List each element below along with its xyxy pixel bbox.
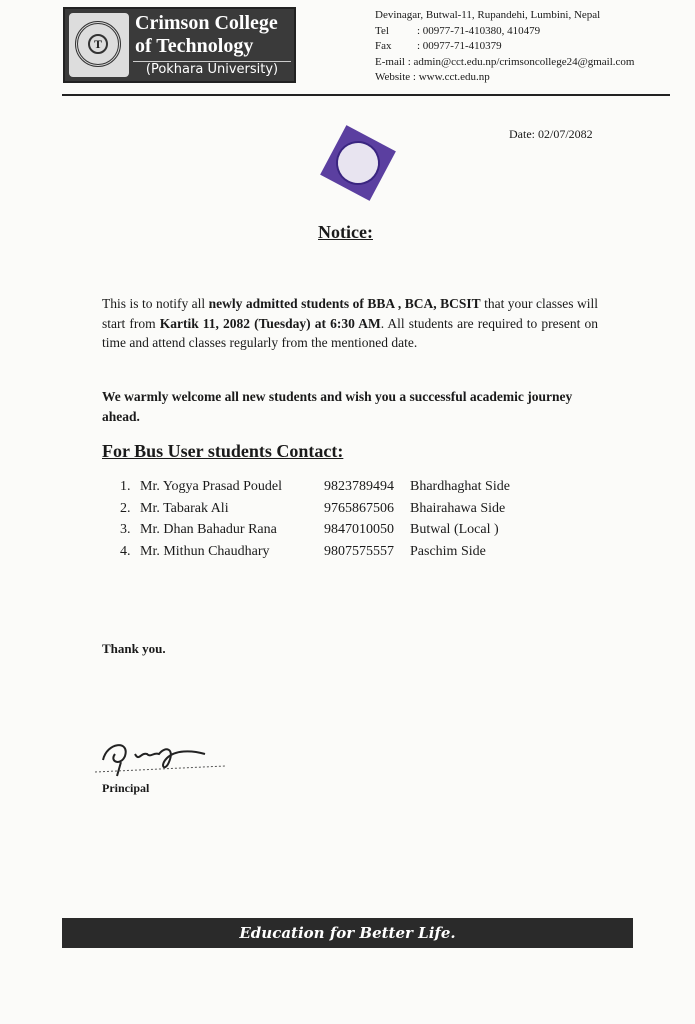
- tel-label: Tel: [375, 24, 389, 37]
- notice-date: Date: 02/07/2082: [509, 127, 593, 141]
- list-item: 3. Mr. Dhan Bahadur Rana 9847010050 Butwal (Local ): [120, 522, 499, 537]
- logo-line-2: of Technology: [135, 35, 254, 57]
- college-emblem-icon: T: [69, 13, 129, 77]
- address: Devinagar, Butwal-11, Rupandehi, Lumbini, Nepal: [375, 9, 601, 21]
- contact-block: [375, 8, 634, 86]
- signatory-title: Principal: [102, 781, 150, 795]
- list-item: 1. Mr. Yogya Prasad Poudel 9823789494 Bhardhaghat Side: [120, 479, 510, 494]
- closing: Thank you.: [102, 641, 166, 656]
- notice-paragraph-2: We warmly welcome all new students and wish you a successful academic journey ahead.: [102, 389, 573, 424]
- notice-title: Notice:: [318, 222, 373, 242]
- footer-tagline: Education for Better Life.: [62, 918, 633, 948]
- college-seal-icon: [320, 125, 396, 201]
- fax-label: Fax: [375, 40, 392, 52]
- header-divider: [62, 94, 670, 96]
- email-label: E-mail: [375, 55, 405, 68]
- notice-paragraph-1: This is to notify all newly admitted students of BBA , BCA, BCSIT that your classes will start from Kartik 11, 2082 (Tuesday) at 6:30 AM. All students are required to present on time and attend classes regularly from the mentioned date.: [102, 296, 599, 350]
- signature-icon: [95, 732, 235, 787]
- list-item: 2. Mr. Tabarak Ali 9765867506 Bhairahawa Side: [120, 500, 506, 516]
- logo-line-3: (Pokhara University): [133, 61, 291, 77]
- college-logo: [63, 7, 296, 83]
- fax: : 00977-71-410379: [417, 40, 502, 52]
- logo-line-1: Crimson College: [135, 12, 278, 34]
- bus-contact-list: [120, 476, 510, 562]
- website: Website : www.cct.edu.np: [375, 71, 490, 83]
- list-item: 4. Mr. Mithun Chaudhary 9807575557 Paschim Side: [120, 543, 486, 559]
- email: : admin@cct.edu.np/crimsoncollege24@gmail.com: [407, 55, 635, 68]
- bus-contact-heading: For Bus User students Contact:: [102, 441, 344, 461]
- tel: : 00977-71-410380, 410479: [417, 24, 541, 37]
